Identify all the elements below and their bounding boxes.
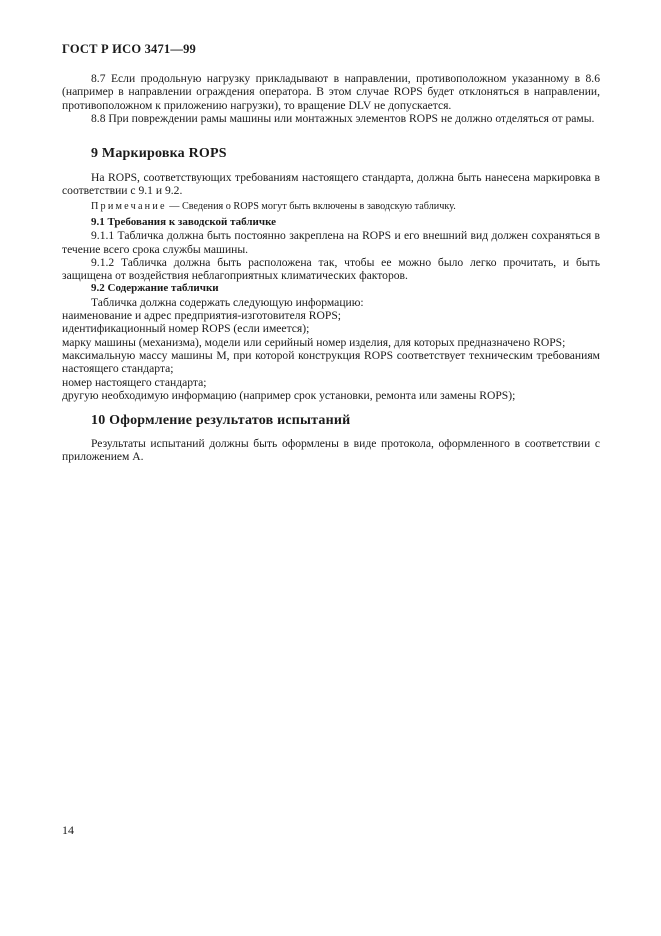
document-header: ГОСТ Р ИСО 3471—99 bbox=[62, 42, 196, 56]
section-9-note bbox=[62, 201, 600, 213]
note-label: Примечание bbox=[91, 201, 167, 212]
list-item: идентификационный номер ROPS (если имеется); bbox=[62, 322, 310, 336]
section-9-intro-block bbox=[62, 171, 600, 198]
note-text: — Сведения о ROPS могут быть включены в заводскую табличку. bbox=[166, 201, 456, 212]
paragraph-8-7: 8.7 Если продольную нагрузку прикладывают в направлении, противоположном указанному в 8.6 (например в направлении ограждения оператора. В этом случае ROPS будет отклоняться в направлении, противоположном к приложению нагрузки), то вращение DLV не допускается. bbox=[62, 72, 600, 112]
paragraph-9-1-1: 9.1.1 Табличка должна быть постоянно закреплена на ROPS и его внешний вид должен сохраняться в течение всего срока службы машины. bbox=[62, 229, 600, 256]
section-10-heading: 10 Оформление результатов испытаний bbox=[91, 413, 351, 428]
section-9-heading: 9 Маркировка ROPS bbox=[91, 146, 227, 161]
page-number: 14 bbox=[62, 823, 74, 837]
list-item: другую необходимую информацию (например срок установки, ремонта или замены ROPS); bbox=[62, 388, 516, 402]
section-10-block bbox=[62, 437, 600, 464]
paragraph-9-1-2: 9.1.2 Табличка должна быть расположена так, чтобы ее можно было легко прочитать, и быть защищена от воздействия неблагоприятных климатических факторов. bbox=[62, 255, 600, 283]
list-item: максимальную массу машины М, при которой конструкция ROPS соответствует техническим требованиям настоящего стандарта; bbox=[62, 348, 600, 376]
list-item: номер настоящего стандарта; bbox=[62, 375, 207, 389]
list-item: марку машины (механизма), модели или серийный номер изделия, для которых предназначено ROPS; bbox=[62, 335, 566, 349]
section-9-body bbox=[62, 216, 600, 402]
paragraph-8-8: 8.8 При повреждении рамы машины или монтажных элементов ROPS не должно отделяться от рамы. bbox=[91, 111, 595, 125]
subsection-9-1-heading: 9.1 Требования к заводской табличке bbox=[91, 216, 277, 228]
section-9-intro: На ROPS, соответствующих требованиям настоящего стандарта, должна быть нанесена маркировка в соответствии с 9.1 и 9.2. bbox=[62, 171, 600, 198]
section-10-text: Результаты испытаний должны быть оформлены в виде протокола, оформленного в соответствии с приложением А. bbox=[62, 437, 600, 464]
list-item: наименование и адрес предприятия-изготовителя ROPS; bbox=[62, 309, 342, 323]
section-8-block bbox=[62, 72, 600, 125]
paragraph-9-2-intro: Табличка должна содержать следующую информацию: bbox=[91, 295, 364, 309]
subsection-9-2-heading: 9.2 Содержание таблички bbox=[91, 282, 219, 295]
